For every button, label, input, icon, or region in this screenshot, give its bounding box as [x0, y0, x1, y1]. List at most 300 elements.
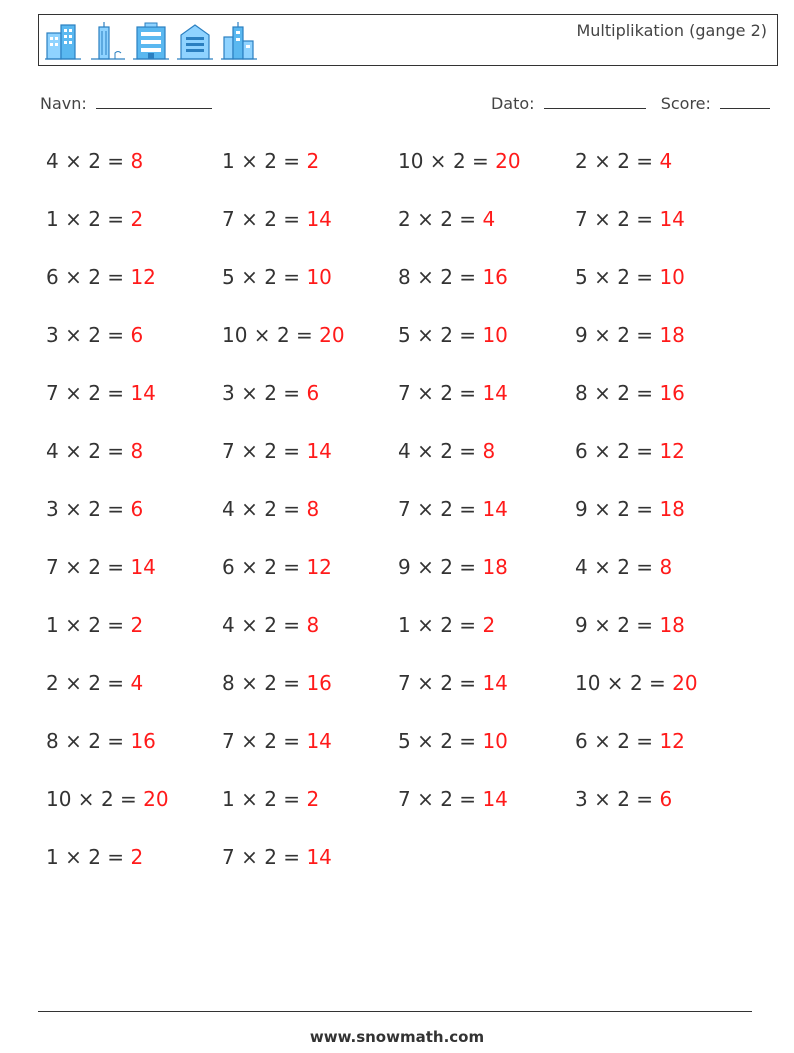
problem-factor-b: 2	[617, 613, 630, 637]
multiply-sign: ×	[234, 381, 265, 405]
problem-factor-a: 8	[222, 671, 235, 695]
equals-sign: =	[100, 613, 131, 637]
problem-item	[398, 667, 575, 725]
problem-factor-b: 2	[440, 323, 453, 347]
problem-item	[222, 435, 398, 493]
problem-item	[46, 319, 222, 377]
problem-factor-b: 2	[88, 207, 101, 231]
problem-grid	[46, 145, 766, 899]
problem-item	[46, 725, 222, 783]
multiply-sign: ×	[234, 671, 265, 695]
problem-factor-b: 2	[440, 439, 453, 463]
equals-sign: =	[276, 729, 307, 753]
problem-item	[222, 319, 398, 377]
multiply-sign: ×	[58, 149, 89, 173]
problem-answer: 2	[130, 845, 144, 869]
problem-factor-a: 3	[46, 497, 59, 521]
equals-sign: =	[276, 381, 307, 405]
problem-answer: 12	[659, 729, 685, 753]
date-score-fields	[491, 92, 770, 113]
problem-item	[46, 203, 222, 261]
name-field	[40, 92, 212, 113]
problem-factor-b: 2	[440, 555, 453, 579]
problem-factor-a: 5	[398, 729, 411, 753]
multiply-sign: ×	[58, 439, 89, 463]
problem-factor-a: 8	[398, 265, 411, 289]
problem-answer: 20	[672, 671, 698, 695]
problem-factor-a: 9	[575, 497, 588, 521]
equals-sign: =	[629, 497, 660, 521]
problem-item	[46, 377, 222, 435]
problem-factor-b: 2	[617, 555, 630, 579]
problem-answer: 14	[482, 381, 508, 405]
multiply-sign: ×	[410, 207, 441, 231]
problem-item	[575, 145, 751, 203]
problem-factor-b: 2	[440, 613, 453, 637]
multiply-sign: ×	[587, 497, 618, 521]
equals-sign: =	[629, 207, 660, 231]
equals-sign: =	[113, 787, 144, 811]
problem-factor-a: 6	[575, 729, 588, 753]
problem-answer: 8	[130, 149, 144, 173]
problem-answer: 18	[482, 555, 508, 579]
problem-factor-a: 4	[575, 555, 588, 579]
problem-answer: 14	[482, 497, 508, 521]
multiply-sign: ×	[234, 207, 265, 231]
equals-sign: =	[100, 207, 131, 231]
equals-sign: =	[629, 381, 660, 405]
equals-sign: =	[276, 787, 307, 811]
problem-factor-b: 2	[264, 439, 277, 463]
equals-sign: =	[452, 729, 483, 753]
problem-factor-b: 2	[88, 265, 101, 289]
problem-answer: 10	[482, 323, 508, 347]
multiply-sign: ×	[410, 671, 441, 695]
problem-answer: 12	[659, 439, 685, 463]
problem-factor-a: 4	[46, 149, 59, 173]
equals-sign: =	[452, 207, 483, 231]
problem-item	[46, 261, 222, 319]
multiply-sign: ×	[587, 149, 618, 173]
problem-item	[222, 667, 398, 725]
equals-sign: =	[629, 729, 660, 753]
problem-factor-b: 2	[440, 671, 453, 695]
problem-factor-b: 2	[264, 381, 277, 405]
equals-sign: =	[452, 787, 483, 811]
multiply-sign: ×	[58, 381, 89, 405]
problem-item	[46, 493, 222, 551]
problem-factor-a: 7	[398, 381, 411, 405]
problem-answer: 18	[659, 323, 685, 347]
multiply-sign: ×	[247, 323, 277, 347]
multiply-sign: ×	[587, 729, 618, 753]
problem-factor-a: 7	[222, 729, 235, 753]
office-building-icon	[133, 21, 169, 61]
multiply-sign: ×	[58, 265, 89, 289]
problem-answer: 14	[306, 729, 332, 753]
problem-factor-b: 2	[264, 613, 277, 637]
equals-sign: =	[276, 207, 307, 231]
problem-factor-a: 7	[398, 497, 411, 521]
problem-item	[222, 261, 398, 319]
problem-factor-a: 5	[575, 265, 588, 289]
problem-item	[398, 551, 575, 609]
problem-factor-b: 2	[617, 729, 630, 753]
problem-item	[398, 783, 575, 841]
problem-answer: 14	[482, 671, 508, 695]
problem-answer: 2	[306, 149, 320, 173]
problem-answer: 12	[130, 265, 156, 289]
equals-sign: =	[452, 497, 483, 521]
multiply-sign: ×	[58, 845, 89, 869]
problem-item	[575, 261, 751, 319]
problem-factor-a: 1	[46, 845, 59, 869]
problem-factor-b: 2	[264, 845, 277, 869]
problem-factor-b: 2	[276, 323, 290, 347]
problem-factor-a: 1	[46, 207, 59, 231]
problem-answer: 10	[659, 265, 685, 289]
problem-answer: 10	[306, 265, 332, 289]
problem-factor-b: 2	[440, 207, 453, 231]
problem-answer: 8	[659, 555, 673, 579]
problem-item	[222, 493, 398, 551]
problem-answer: 14	[482, 787, 508, 811]
problem-item	[222, 783, 398, 841]
problem-factor-a: 7	[398, 787, 411, 811]
problem-factor-b: 2	[88, 497, 101, 521]
problem-factor-a: 1	[222, 787, 235, 811]
multiply-sign: ×	[234, 613, 265, 637]
problem-answer: 4	[482, 207, 496, 231]
building-icon	[45, 21, 81, 61]
problem-factor-a: 1	[398, 613, 411, 637]
skyscraper-icon	[177, 21, 213, 61]
problem-answer: 20	[143, 787, 169, 811]
problem-item	[46, 551, 222, 609]
problem-factor-a: 3	[46, 323, 59, 347]
multiply-sign: ×	[410, 555, 441, 579]
multiply-sign: ×	[587, 613, 618, 637]
problem-answer: 6	[306, 381, 320, 405]
multiply-sign: ×	[71, 787, 101, 811]
equals-sign: =	[276, 149, 307, 173]
problem-item	[575, 377, 751, 435]
problem-answer: 2	[482, 613, 496, 637]
problem-answer: 6	[130, 497, 144, 521]
problem-factor-a: 10	[222, 323, 248, 347]
multiply-sign: ×	[234, 787, 265, 811]
problem-factor-a: 4	[398, 439, 411, 463]
problem-factor-a: 7	[222, 207, 235, 231]
problem-factor-a: 2	[46, 671, 59, 695]
equals-sign: =	[629, 323, 660, 347]
multiply-sign: ×	[58, 729, 89, 753]
equals-sign: =	[100, 729, 131, 753]
problem-factor-b: 2	[264, 555, 277, 579]
score-blank-line[interactable]	[720, 92, 770, 109]
problem-factor-b: 2	[88, 381, 101, 405]
problem-factor-a: 7	[46, 381, 59, 405]
problem-factor-a: 5	[222, 265, 235, 289]
problem-item	[46, 783, 222, 841]
multiply-sign: ×	[587, 265, 618, 289]
problem-factor-b: 2	[88, 671, 101, 695]
problem-item	[398, 319, 575, 377]
problem-factor-a: 5	[398, 323, 411, 347]
problem-answer: 10	[482, 729, 508, 753]
multiply-sign: ×	[410, 265, 441, 289]
problem-item	[222, 145, 398, 203]
equals-sign: =	[100, 323, 131, 347]
name-label: Navn:	[40, 94, 87, 113]
problem-factor-a: 1	[222, 149, 235, 173]
multiply-sign: ×	[587, 555, 618, 579]
problem-factor-a: 3	[222, 381, 235, 405]
multiply-sign: ×	[587, 323, 618, 347]
problem-item	[222, 725, 398, 783]
problem-factor-b: 2	[88, 323, 101, 347]
multiply-sign: ×	[410, 439, 441, 463]
multiply-sign: ×	[410, 729, 441, 753]
multiply-sign: ×	[410, 381, 441, 405]
problem-answer: 20	[319, 323, 345, 347]
problem-factor-a: 3	[575, 787, 588, 811]
problem-factor-b: 2	[88, 439, 101, 463]
equals-sign: =	[642, 671, 673, 695]
problem-factor-b: 2	[264, 207, 277, 231]
problem-factor-b: 2	[264, 265, 277, 289]
problem-answer: 12	[306, 555, 332, 579]
equals-sign: =	[452, 555, 483, 579]
equals-sign: =	[276, 439, 307, 463]
multiply-sign: ×	[234, 497, 265, 521]
problem-answer: 16	[482, 265, 508, 289]
equals-sign: =	[452, 671, 483, 695]
equals-sign: =	[629, 265, 660, 289]
problem-answer: 8	[306, 497, 320, 521]
tower-icon	[89, 21, 125, 61]
problem-factor-b: 2	[88, 555, 101, 579]
multiply-sign: ×	[234, 555, 265, 579]
equals-sign: =	[452, 323, 483, 347]
multiply-sign: ×	[587, 381, 618, 405]
multiply-sign: ×	[587, 439, 618, 463]
problem-factor-b: 2	[264, 149, 277, 173]
equals-sign: =	[100, 381, 131, 405]
date-label: Dato:	[490, 94, 535, 113]
problem-factor-b: 2	[440, 381, 453, 405]
problem-item	[46, 435, 222, 493]
problem-item	[575, 783, 751, 841]
equals-sign: =	[629, 613, 660, 637]
problem-answer: 8	[130, 439, 144, 463]
problem-answer: 20	[495, 149, 521, 173]
problem-factor-a: 9	[575, 323, 588, 347]
problem-factor-b: 2	[452, 149, 466, 173]
problem-factor-b: 2	[440, 265, 453, 289]
problem-factor-a: 1	[46, 613, 59, 637]
problem-factor-a: 7	[222, 439, 235, 463]
name-blank-line[interactable]	[96, 92, 212, 109]
city-buildings-icon	[221, 21, 257, 61]
date-blank-line[interactable]	[544, 92, 646, 109]
footer-divider	[38, 1011, 752, 1012]
problem-factor-b: 2	[264, 671, 277, 695]
multiply-sign: ×	[58, 671, 89, 695]
problem-factor-b: 2	[88, 845, 101, 869]
problem-answer: 16	[306, 671, 332, 695]
problem-factor-a: 9	[575, 613, 588, 637]
problem-factor-a: 10	[398, 149, 424, 173]
problem-answer: 14	[306, 439, 332, 463]
equals-sign: =	[289, 323, 320, 347]
problem-factor-b: 2	[617, 439, 630, 463]
equals-sign: =	[629, 555, 660, 579]
multiply-sign: ×	[234, 439, 265, 463]
problem-factor-b: 2	[88, 613, 101, 637]
problem-item	[222, 203, 398, 261]
problem-factor-b: 2	[617, 323, 630, 347]
problem-factor-a: 2	[575, 149, 588, 173]
equals-sign: =	[100, 439, 131, 463]
problem-item	[222, 377, 398, 435]
problem-factor-a: 4	[46, 439, 59, 463]
problem-answer: 16	[130, 729, 156, 753]
problem-factor-b: 2	[617, 381, 630, 405]
problem-factor-b: 2	[264, 497, 277, 521]
problem-factor-b: 2	[440, 497, 453, 521]
equals-sign: =	[276, 671, 307, 695]
multiply-sign: ×	[410, 613, 441, 637]
problem-factor-a: 4	[222, 497, 235, 521]
problem-factor-a: 8	[575, 381, 588, 405]
problem-answer: 6	[130, 323, 144, 347]
problem-answer: 2	[306, 787, 320, 811]
equals-sign: =	[100, 149, 131, 173]
problem-item	[46, 841, 222, 899]
problem-answer: 14	[306, 845, 332, 869]
problem-item	[222, 609, 398, 667]
problem-item	[398, 145, 575, 203]
multiply-sign: ×	[587, 787, 618, 811]
problem-factor-b: 2	[617, 207, 630, 231]
equals-sign: =	[465, 149, 496, 173]
problem-item	[398, 435, 575, 493]
equals-sign: =	[452, 439, 483, 463]
problem-item	[46, 145, 222, 203]
multiply-sign: ×	[234, 845, 265, 869]
multiply-sign: ×	[58, 497, 89, 521]
problem-item	[222, 841, 398, 899]
worksheet-header	[38, 14, 778, 66]
problem-factor-a: 7	[398, 671, 411, 695]
problem-item	[222, 551, 398, 609]
problem-factor-b: 2	[440, 787, 453, 811]
footer-website: www.snowmath.com	[309, 1028, 485, 1046]
equals-sign: =	[452, 265, 483, 289]
problem-item	[398, 203, 575, 261]
problem-answer: 14	[659, 207, 685, 231]
equals-sign: =	[629, 149, 660, 173]
problem-answer: 18	[659, 613, 685, 637]
problem-factor-b: 2	[617, 787, 630, 811]
multiply-sign: ×	[234, 149, 265, 173]
problem-answer: 14	[306, 207, 332, 231]
equals-sign: =	[452, 381, 483, 405]
problem-factor-a: 8	[46, 729, 59, 753]
problem-item	[398, 725, 575, 783]
problem-factor-a: 6	[575, 439, 588, 463]
problem-factor-a: 10	[46, 787, 72, 811]
multiply-sign: ×	[600, 671, 630, 695]
equals-sign: =	[276, 555, 307, 579]
problem-factor-b: 2	[629, 671, 643, 695]
problem-factor-b: 2	[617, 149, 630, 173]
equals-sign: =	[276, 845, 307, 869]
equals-sign: =	[100, 555, 131, 579]
multiply-sign: ×	[58, 323, 89, 347]
problem-answer: 18	[659, 497, 685, 521]
problem-factor-b: 2	[88, 729, 101, 753]
equals-sign: =	[276, 497, 307, 521]
equals-sign: =	[100, 265, 131, 289]
problem-answer: 8	[306, 613, 320, 637]
problem-factor-a: 10	[575, 671, 601, 695]
problem-item	[46, 609, 222, 667]
equals-sign: =	[452, 613, 483, 637]
equals-sign: =	[100, 671, 131, 695]
equals-sign: =	[629, 787, 660, 811]
problem-item	[575, 725, 751, 783]
multiply-sign: ×	[587, 207, 618, 231]
multiply-sign: ×	[58, 555, 89, 579]
problem-factor-a: 6	[222, 555, 235, 579]
multiply-sign: ×	[58, 613, 89, 637]
score-label: Score:	[660, 94, 711, 113]
problem-factor-b: 2	[440, 729, 453, 753]
problem-factor-b: 2	[617, 265, 630, 289]
equals-sign: =	[629, 439, 660, 463]
problem-item	[575, 493, 751, 551]
problem-item	[575, 667, 751, 725]
multiply-sign: ×	[234, 265, 265, 289]
problem-item	[575, 203, 751, 261]
worksheet-title: Multiplikation (gange 2)	[576, 21, 767, 40]
multiply-sign: ×	[423, 149, 453, 173]
problem-factor-a: 4	[222, 613, 235, 637]
problem-factor-a: 2	[398, 207, 411, 231]
problem-factor-b: 2	[264, 787, 277, 811]
equals-sign: =	[276, 613, 307, 637]
problem-answer: 16	[659, 381, 685, 405]
multiply-sign: ×	[410, 787, 441, 811]
multiply-sign: ×	[410, 323, 441, 347]
problem-answer: 14	[130, 381, 156, 405]
problem-item	[575, 551, 751, 609]
problem-answer: 14	[130, 555, 156, 579]
problem-answer: 6	[659, 787, 673, 811]
multiply-sign: ×	[410, 497, 441, 521]
problem-item	[398, 261, 575, 319]
problem-item	[575, 435, 751, 493]
problem-factor-b: 2	[88, 149, 101, 173]
problem-answer: 4	[659, 149, 673, 173]
problem-factor-b: 2	[617, 497, 630, 521]
problem-factor-a: 7	[46, 555, 59, 579]
equals-sign: =	[100, 497, 131, 521]
problem-item	[398, 493, 575, 551]
equals-sign: =	[100, 845, 131, 869]
